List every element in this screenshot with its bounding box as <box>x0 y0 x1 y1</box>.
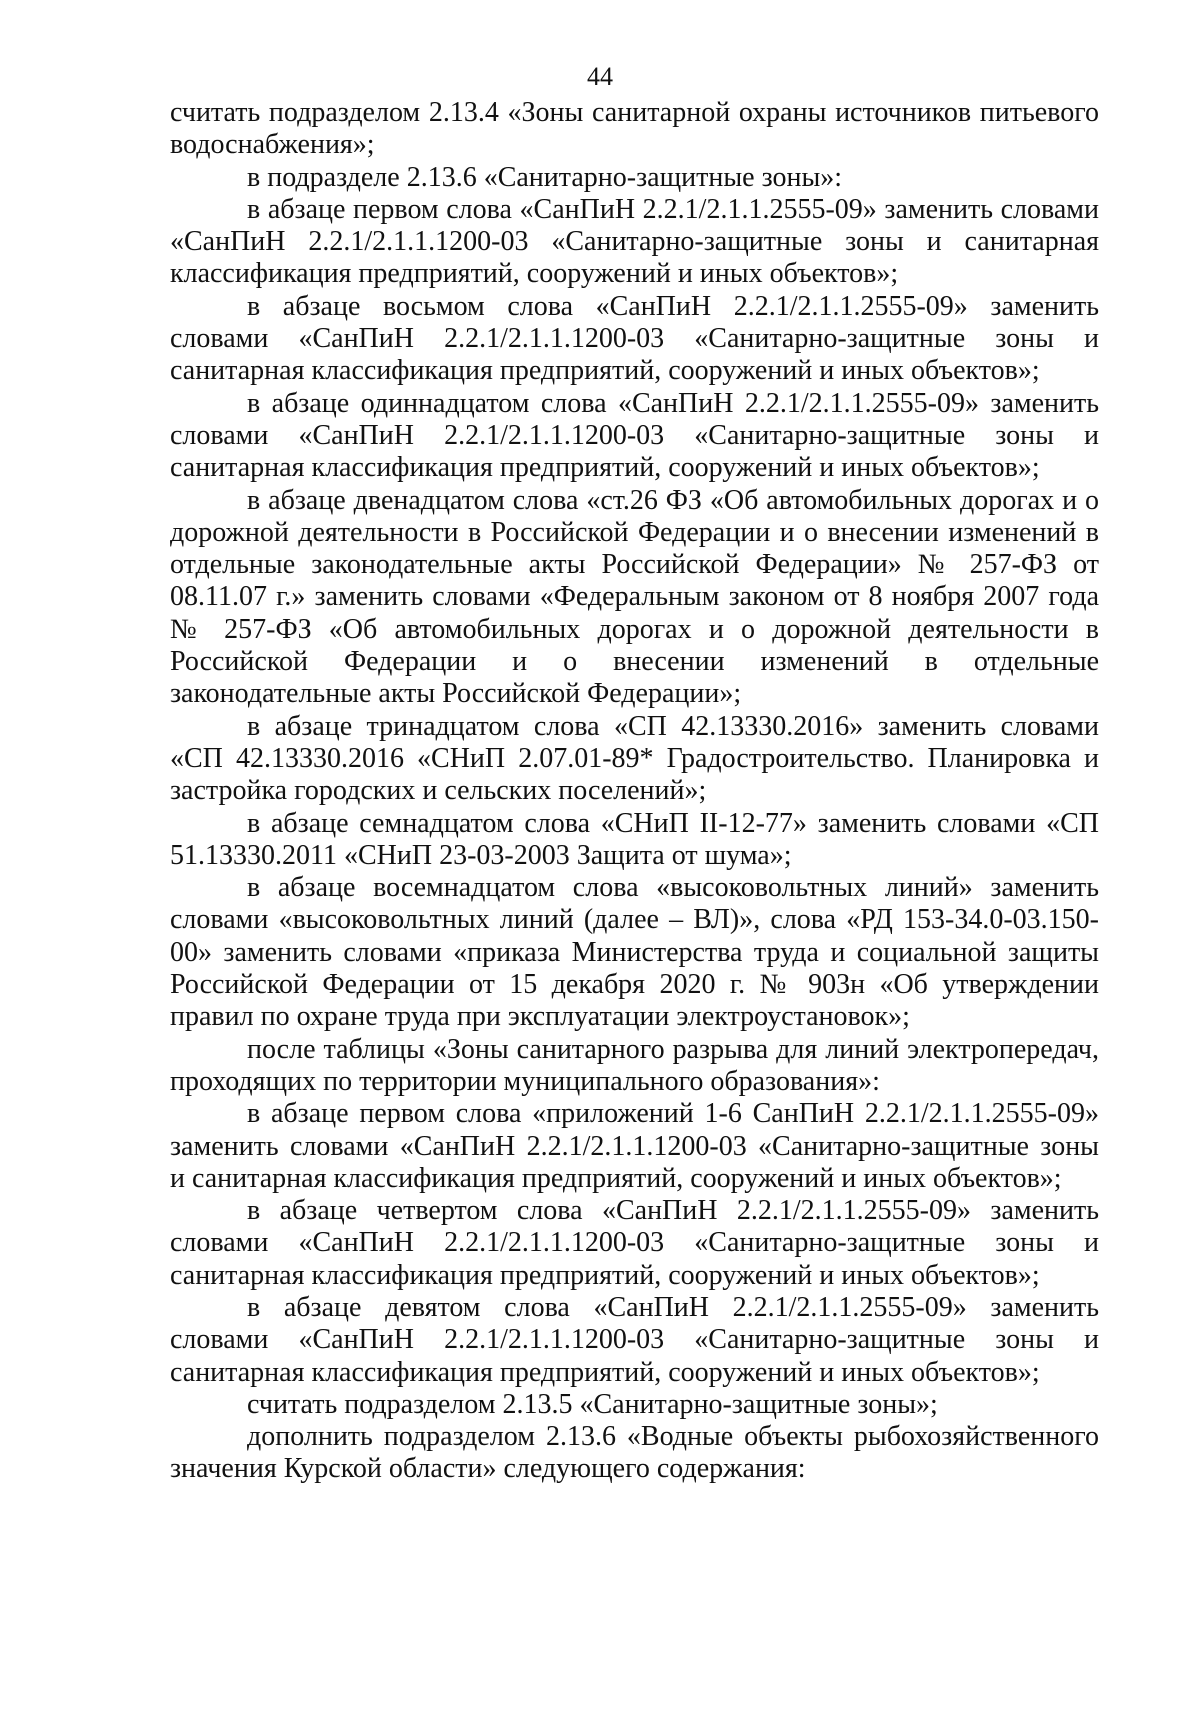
paragraph-abzac-11: в абзаце одиннадцатом слова «СанПиН 2.2.1/2.1.1.2555-09» заменить словами «СанПиН 2.2.1/2.1.1.1200-03 «Санитарно-защитные зоны и санитарная классификация предприятий, сооружений и иных объектов»; <box>170 387 1099 484</box>
paragraph-abzac-12: в абзаце двенадцатом слова «ст.26 ФЗ «Об автомобильных дорогах и о дорожной деятельности в Российской Федерации и о внесении изменений в отдельные законодательные акты Российской Федерации» № 257-ФЗ от 08.11.07 г.» заменить словами «Федеральным законом от 8 ноября 2007 года № 257-ФЗ «Об автомобильных дорогах и о дорожной деятельности в Российской Федерации и о внесении изменений в отдельные законодательные акты Российской Федерации»; <box>170 484 1099 710</box>
paragraph-subsection-2-13-6-heading: в подразделе 2.13.6 «Санитарно-защитные зоны»: <box>247 161 843 193</box>
paragraph-abzac-18: в абзаце восемнадцатом слова «высоковольтных линий» заменить словами «высоковольтных линий (далее – ВЛ)», слова «РД 153-34.0-03.150-00» заменить словами «приказа Министерства труда и социальной защиты Российской Федерации от 15 декабря 2020 г. № 903н «Об утверждении правил по охране труда при эксплуатации электроустановок»; <box>170 872 1099 1033</box>
paragraph-after-table-abzac-4: в абзаце четвертом слова «СанПиН 2.2.1/2.1.1.2555-09» заменить словами «СанПиН 2.2.1/2.1.1.1200-03 «Санитарно-защитные зоны и санитарная классификация предприятий, сооружений и иных объектов»; <box>170 1195 1099 1291</box>
paragraph-subsection-2-13-5: считать подразделом 2.13.5 «Санитарно-защитные зоны»; <box>247 1388 938 1420</box>
paragraph-after-table-abzac-1: в абзаце первом слова «приложений 1-6 СанПиН 2.2.1/2.1.1.2555-09» заменить словами «СанПиН 2.2.1/2.1.1.1200-03 «Санитарно-защитные зоны и санитарная классификация предприятий, сооружений и иных объектов»; <box>170 1098 1099 1194</box>
page-number: 44 <box>587 62 613 91</box>
paragraph-after-table: после таблицы «Зоны санитарного разрыва для линий электропередач, проходящих по территории муниципального образования»: <box>170 1033 1099 1097</box>
paragraph-after-table-abzac-9: в абзаце девятом слова «СанПиН 2.2.1/2.1.1.2555-09» заменить словами «СанПиН 2.2.1/2.1.1.1200-03 «Санитарно-защитные зоны и санитарная классификация предприятий, сооружений и иных объектов»; <box>170 1291 1099 1388</box>
paragraph-abzac-8: в абзаце восьмом слова «СанПиН 2.2.1/2.1.1.2555-09» заменить словами «СанПиН 2.2.1/2.1.1.1200-03 «Санитарно-защитные зоны и санитарная классификация предприятий, сооружений и иных объектов»; <box>170 290 1099 387</box>
paragraph-add-subsection-2-13-6: дополнить подразделом 2.13.6 «Водные объекты рыбохозяйственного значения Курской области» следующего содержания: <box>170 1421 1099 1485</box>
paragraph-subsection-2-13-4: считать подразделом 2.13.4 «Зоны санитарной охраны источников питьевого водоснабжения»; <box>170 97 1099 161</box>
paragraph-abzac-13: в абзаце тринадцатом слова «СП 42.13330.2016» заменить словами «СП 42.13330.2016 «СНиП 2.07.01-89* Градостроительство. Планировка и застройка городских и сельских поселений»; <box>170 710 1099 807</box>
paragraph-abzac-1: в абзаце первом слова «СанПиН 2.2.1/2.1.1.2555-09» заменить словами «СанПиН 2.2.1/2.1.1.1200-03 «Санитарно-защитные зоны и санитарная классификация предприятий, сооружений и иных объектов»; <box>170 193 1099 290</box>
paragraph-abzac-17: в абзаце семнадцатом слова «СНиП II-12-77» заменить словами «СП 51.13330.2011 «СНиП 23-03-2003 Защита от шума»; <box>170 807 1099 871</box>
document-body <box>170 97 1099 1486</box>
